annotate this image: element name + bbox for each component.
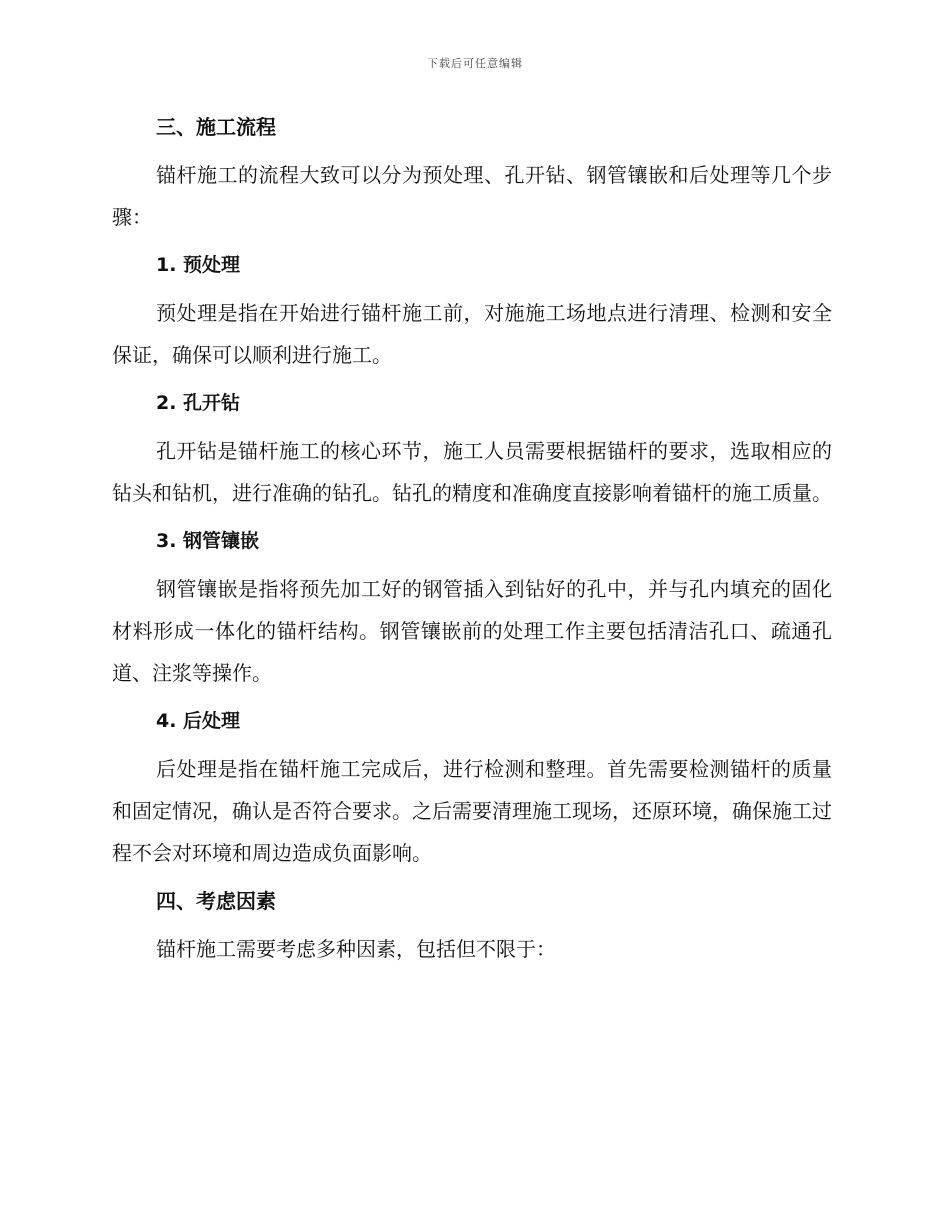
- step-text-preprocessing: 预处理是指在开始进行锚杆施工前，对施施工场地点进行清理、检测和安全保证，确保可以顺利进行施工。: [112, 301, 832, 367]
- step-heading-postprocessing: 4. 后处理: [156, 710, 241, 732]
- document-body: [112, 108, 832, 978]
- step-text-pipe-embedding: 钢管镶嵌是指将预先加工好的钢管插入到钻好的孔中，并与孔内填充的固化材料形成一体化的锚杆结构。钢管镶嵌前的处理工作主要包括清洁孔口、疏通孔道、注浆等操作。: [112, 577, 832, 685]
- construction-process-intro: 锚杆施工的流程大致可以分为预处理、孔开钻、钢管镶嵌和后处理等几个步骤：: [112, 163, 832, 229]
- step-heading-preprocessing: 1. 预处理: [156, 254, 241, 276]
- section-heading-considerations: 四、考虑因素: [156, 889, 276, 913]
- considerations-intro: 锚杆施工需要考虑多种因素，包括但不限于：: [156, 937, 556, 961]
- step-text-drilling: 孔开钻是锚杆施工的核心环节，施工人员需要根据锚杆的要求，选取相应的钻头和钻机，进行准确的钻孔。钻孔的精度和准确度直接影响着锚杆的施工质量。: [112, 439, 832, 505]
- step-heading-pipe-embedding: 3. 钢管镶嵌: [156, 530, 260, 552]
- header-note: 下载后可任意编辑: [427, 57, 523, 70]
- section-heading-construction-process: 三、施工流程: [156, 115, 276, 139]
- step-heading-drilling: 2. 孔开钻: [156, 392, 241, 414]
- step-text-postprocessing: 后处理是指在锚杆施工完成后，进行检测和整理。首先需要检测锚杆的质量和固定情况，确认是否符合要求。之后需要清理施工现场，还原环境，确保施工过程不会对环境和周边造成负面影响。: [112, 757, 832, 865]
